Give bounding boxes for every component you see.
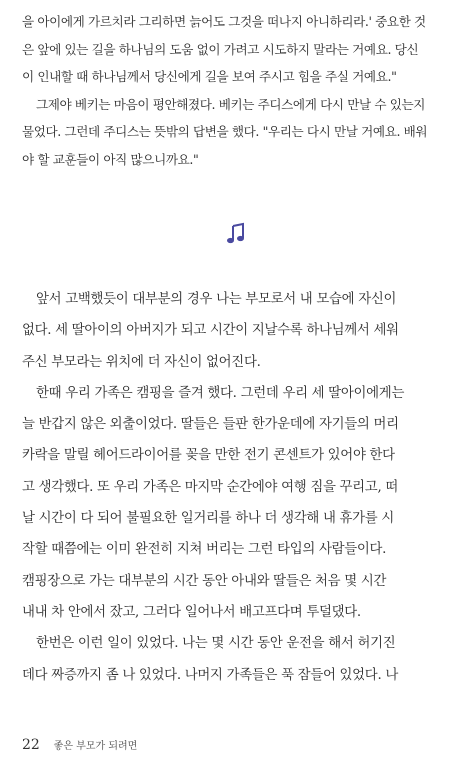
- text-line: 앞서 고백했듯이 대부분의 경우 나는 부모로서 내 모습에 자신이: [36, 292, 397, 307]
- music-note-icon: [226, 222, 246, 246]
- text-line: 카락을 말릴 헤어드라이어를 꽂을 만한 전기 콘센트가 있어야 한다: [22, 448, 395, 464]
- text-line: 작할 때쯤에는 이미 완전히 지쳐 버리는 그런 타입의 사람들이다.: [22, 542, 387, 558]
- text-section-main: [22, 284, 450, 691]
- text-line: 을 아이에게 가르치라 그리하면 늙어도 그것을 떠나지 아니하리라.' 중요한 것: [22, 14, 426, 29]
- running-title: 좋은 부모가 되려면: [53, 741, 138, 752]
- page-number: 22: [22, 737, 40, 753]
- text-line: 이 인내할 때 하나님께서 당신에게 길을 보여 주시고 힘을 주실 거예요.": [22, 69, 397, 84]
- text-line: 주신 부모라는 위치에 더 자신이 없어진다.: [22, 354, 261, 370]
- text-line: 그제야 베키는 마음이 평안해졌다. 베키는 주디스에게 다시 만날 수 있는지: [36, 96, 425, 112]
- text-line: 고 생각했다. 또 우리 가족은 마지막 순간에야 여행 짐을 꾸리고, 떠: [22, 479, 398, 495]
- text-line: 한때 우리 가족은 캠핑을 즐겨 했다. 그런데 우리 세 딸아이에게는: [36, 385, 405, 401]
- text-line: 내내 차 안에서 잤고, 그러다 일어나서 배고프다며 투덜댔다.: [22, 604, 361, 620]
- text-section-top: [22, 8, 450, 173]
- text-line: 야 할 교훈들이 아직 많으니까요.": [22, 151, 199, 167]
- text-line: 은 앞에 있는 길을 하나님의 도움 없이 가려고 시도하지 말라는 거예요. 당신: [22, 41, 419, 57]
- text-line: 없다. 세 딸아이의 아버지가 되고 시간이 지날수록 하나님께서 세워: [22, 323, 399, 339]
- text-line: 캠핑장으로 가는 대부분의 시간 동안 아내와 딸들은 처음 몇 시간: [22, 573, 387, 589]
- text-line: 늘 반갑지 않은 외출이었다. 딸들은 들판 한가운데에 자기들의 머리: [22, 417, 399, 433]
- text-line: 날 시간이 다 되어 불필요한 일거리를 하나 더 생각해 내 휴가를 시: [22, 511, 395, 527]
- text-line: 물었다. 그런데 주디스는 뜻밖의 답변을 했다. "우리는 다시 만날 거예요. 배워: [22, 124, 428, 139]
- page-footer: [22, 737, 137, 753]
- text-line: 한번은 이런 일이 있었다. 나는 몇 시간 동안 운전을 해서 허기진: [36, 636, 396, 652]
- text-line: 데다 짜증까지 좀 나 있었다. 나머지 가족들은 푹 잠들어 있었다. 나: [22, 667, 398, 683]
